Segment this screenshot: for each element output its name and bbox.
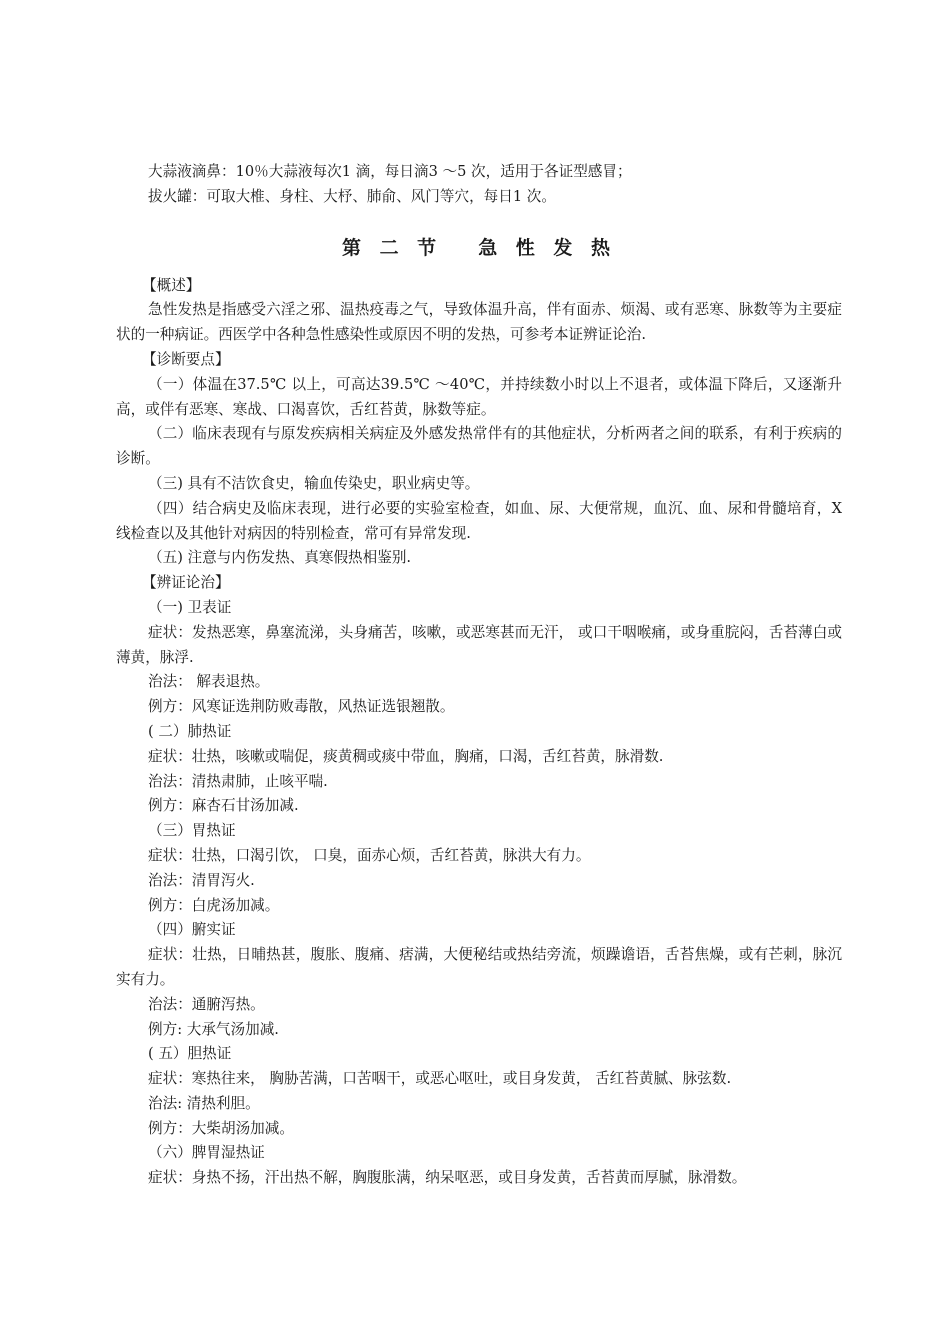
syndrome-name: （一) 卫表证 [148,598,232,616]
syndrome-method: 治法: 清热利胆。 [148,1094,260,1112]
cupping-line: 拔火罐：可取大椎、身柱、大杼、肺俞、风门等穴，每日1 次。 [148,187,556,205]
syndrome-name: ( 五）胆热证 [148,1045,232,1063]
syndrome-formula: 例方：风寒证选荆防败毒散，风热证选银翘散。 [148,698,455,716]
diagnosis-point: （五) 注意与内伤发热、真寒假热相鉴别. [148,549,412,567]
syndrome-symptoms: 症状：发热恶寒，鼻塞流涕，头身痛苦，咳嗽，或恶寒甚而无汗， 或口干咽喉痛，或身重脘闷，舌苔薄白或薄黄，脉浮. [116,623,842,666]
overview-heading: 【概述】 [142,276,201,294]
syndrome-formula: 例方：麻杏石甘汤加减. [148,797,299,815]
syndrome-name: （六）脾胃湿热证 [148,1144,265,1162]
syndrome-symptoms: 症状：壮热，日晡热甚，腹胀、腹痛、痞满，大便秘结或热结旁流，烦躁谵语，舌苔焦燥，或有芒刺，脉沉实有力。 [116,946,842,988]
diagnosis-point: （二）临床表现有与原发疾病相关病症及外感发热常伴有的其他症状，分析两者之间的联系，有利于疾病的诊断。 [116,425,842,468]
document-page [116,160,842,1191]
syndrome-name: ( 二）肺热证 [148,722,232,740]
diagnosis-point: （四）结合病史及临床表现，进行必要的实验室检查，如血、尿、大便常规，血沉、血、尿和骨髓培育，X 线检查以及其他针对病因的特别检查，常可有异常发现. [116,499,842,542]
section-number: 第 二 节 [341,236,443,259]
treatment-heading: 【辨证论治】 [142,574,230,592]
syndrome-symptoms: 症状：身热不扬，汗出热不解，胸腹胀满，纳呆呕恶，或目身发黄，舌苔黄而厚腻，脉滑数。 [148,1169,747,1187]
syndrome-method: 治法：清胃泻火. [148,871,255,889]
syndrome-symptoms: 症状：寒热往来， 胸胁苦满，口苦咽干，或恶心呕吐，或目身发黄， 舌红苔黄腻、脉弦数. [148,1070,732,1088]
section-title [116,222,842,274]
nasal-drop-line: 大蒜液滴鼻：10％大蒜液每次1 滴，每日滴3 ～5 次，适用于各证型感冒； [148,163,632,180]
syndrome-formula: 例方：白虎汤加减。 [148,896,280,914]
diagnosis-point: （三) 具有不洁饮食史，输血传染史，职业病史等。 [148,474,480,492]
diagnosis-heading: 【诊断要点】 [142,350,230,368]
syndrome-formula: 例方: 大承气汤加减. [148,1020,279,1038]
syndrome-name: （三）胃热证 [148,822,236,840]
syndrome-name: （四）腑实证 [148,921,236,939]
overview-text: 急性发热是指感受六淫之邪、温热疫毒之气，导致体温升高，伴有面赤、烦渴、或有恶寒、脉数等为主要症状的一种病证。西医学中各种急性感染性或原因不明的发热，可参考本证辨证论治. [116,301,842,344]
section-name: 急 性 发 热 [478,236,617,259]
syndrome-method: 治法：通腑泻热。 [148,995,265,1013]
syndrome-method: 治法：清热肃肺，止咳平喘. [148,772,328,790]
diagnosis-point: （一）体温在37.5℃ 以上，可高达39.5℃ ～40℃，并持续数小时以上不退者，或体温下降后，又逐渐升高，或伴有恶寒、寒战、口渴喜饮，舌红苔黄，脉数等症。 [116,375,842,418]
syndrome-symptoms: 症状：壮热，口渴引饮， 口臭，面赤心烦，舌红苔黄，脉洪大有力。 [148,846,591,864]
syndrome-symptoms: 症状：壮热，咳嗽或喘促，痰黄稠或痰中带血，胸痛，口渴，舌红苔黄，脉滑数. [148,747,664,765]
syndrome-method: 治法： 解表退热。 [148,673,270,691]
syndrome-formula: 例方：大柴胡汤加减。 [148,1119,294,1137]
